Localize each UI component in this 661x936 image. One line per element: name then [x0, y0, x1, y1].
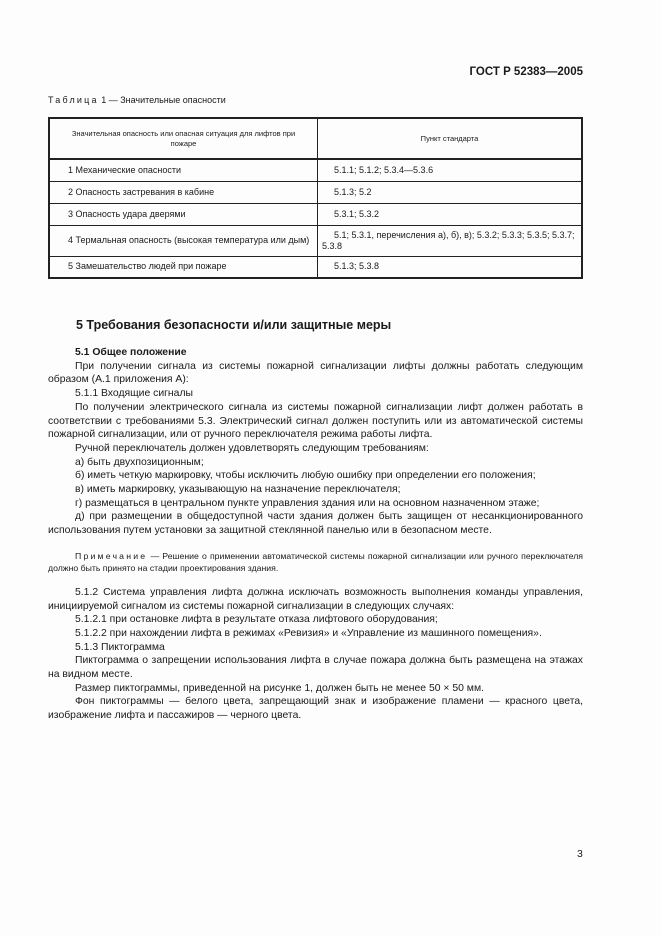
- table-row: [49, 256, 582, 278]
- clause-cell: 5.1.3; 5.3.8: [318, 256, 583, 278]
- body-text: [48, 346, 583, 723]
- hazards-table: [48, 117, 583, 279]
- paragraph: По получении электрического сигнала из системы пожарной сигнализации лифт должен работать в соответствии с требованиями 5.3. Электрический сигнал должен поступить или из автоматической системы пожарной сигнализации, или от ручного переключателя режима работы лифта.: [48, 401, 583, 441]
- paragraph: 5.1.2.2 при нахождении лифта в режимах «Ревизия» и «Управление из машинного помещения».: [75, 627, 542, 639]
- subsection-title: 5.1 Общее положение: [75, 347, 187, 358]
- document-code: ГОСТ Р 52383—2005: [469, 66, 583, 78]
- table-caption-word: Таблица: [48, 95, 99, 105]
- hazard-cell: 2 Опасность застревания в кабине: [49, 181, 318, 203]
- list-item: д) при размещении в общедоступной части здания должен быть защищен от несанкционированного использования путем установки за защитной стеклянной панелью или в безопасном месте.: [48, 511, 583, 537]
- paragraph: Пиктограмма о запрещении использования лифта в случае пожара должна быть размещена на этажах на видном месте.: [48, 655, 583, 681]
- section-title: 5 Требования безопасности и/или защитные меры: [76, 318, 392, 332]
- column-header-clause: Пункт стандарта: [318, 118, 583, 159]
- paragraph: Ручной переключатель должен удовлетворять следующим требованиям:: [75, 442, 429, 454]
- list-item: а) быть двухпозиционным;: [75, 456, 204, 468]
- paragraph: Размер пиктограммы, приведенной на рисунке 1, должен быть не менее 50 × 50 мм.: [75, 682, 484, 694]
- paragraph: При получении сигнала из системы пожарной сигнализации лифты должны работать следующим образом (А.1 приложения А):: [48, 360, 583, 386]
- paragraph: 5.1.2 Система управления лифта должна исключать возможность выполнения команды управления, инициируемой сигналом из системы пожарной сигнализации в следующих случаях:: [48, 586, 583, 612]
- list-item: в) иметь маркировку, указывающую на назначение переключателя;: [75, 484, 401, 496]
- hazard-cell: 3 Опасность удара дверями: [49, 203, 318, 225]
- table-row: [49, 225, 582, 256]
- clause-heading: 5.1.1 Входящие сигналы: [75, 388, 193, 400]
- table-row: [49, 159, 582, 181]
- note: [48, 550, 583, 574]
- note-label: Примечание: [75, 550, 148, 561]
- page-number: 3: [577, 848, 583, 860]
- list-item: б) иметь четкую маркировку, чтобы исключить любую ошибку при определении его положения;: [75, 470, 536, 482]
- hazard-cell: 5 Замешательство людей при пожаре: [49, 256, 318, 278]
- paragraph: 5.1.2.1 при остановке лифта в результате отказа лифтового оборудования;: [75, 614, 438, 626]
- hazard-cell: 1 Механические опасности: [49, 159, 318, 181]
- table-caption-text: 1 — Значительные опасности: [98, 95, 226, 105]
- table-row: [49, 203, 582, 225]
- note-text: — Решение о применении автоматической системы пожарной сигнализации или ручного переключателя должно быть принято на стадии проектирования здания.: [48, 550, 583, 573]
- table-row: [49, 181, 582, 203]
- hazard-cell: 4 Термальная опасность (высокая температура или дым): [49, 225, 318, 256]
- clause-cell: 5.1.3; 5.2: [318, 181, 583, 203]
- clause-heading: 5.1.3 Пиктограмма: [75, 641, 165, 653]
- clause-cell: 5.1; 5.3.1, перечисления а), б), в); 5.3.2; 5.3.3; 5.3.5; 5.3.7; 5.3.8: [318, 225, 583, 256]
- column-header-hazard: Значительная опасность или опасная ситуация для лифтов при пожаре: [49, 118, 318, 159]
- list-item: г) размещаться в центральном пункте управления здания или на основном назначенном этаже;: [75, 497, 540, 509]
- clause-cell: 5.3.1; 5.3.2: [318, 203, 583, 225]
- table-caption: [48, 95, 226, 105]
- clause-cell: 5.1.1; 5.1.2; 5.3.4—5.3.6: [318, 159, 583, 181]
- paragraph: Фон пиктограммы — белого цвета, запрещающий знак и изображение пламени — красного цвета, изображение лифта и пассажиров — черного цвета.: [48, 696, 583, 722]
